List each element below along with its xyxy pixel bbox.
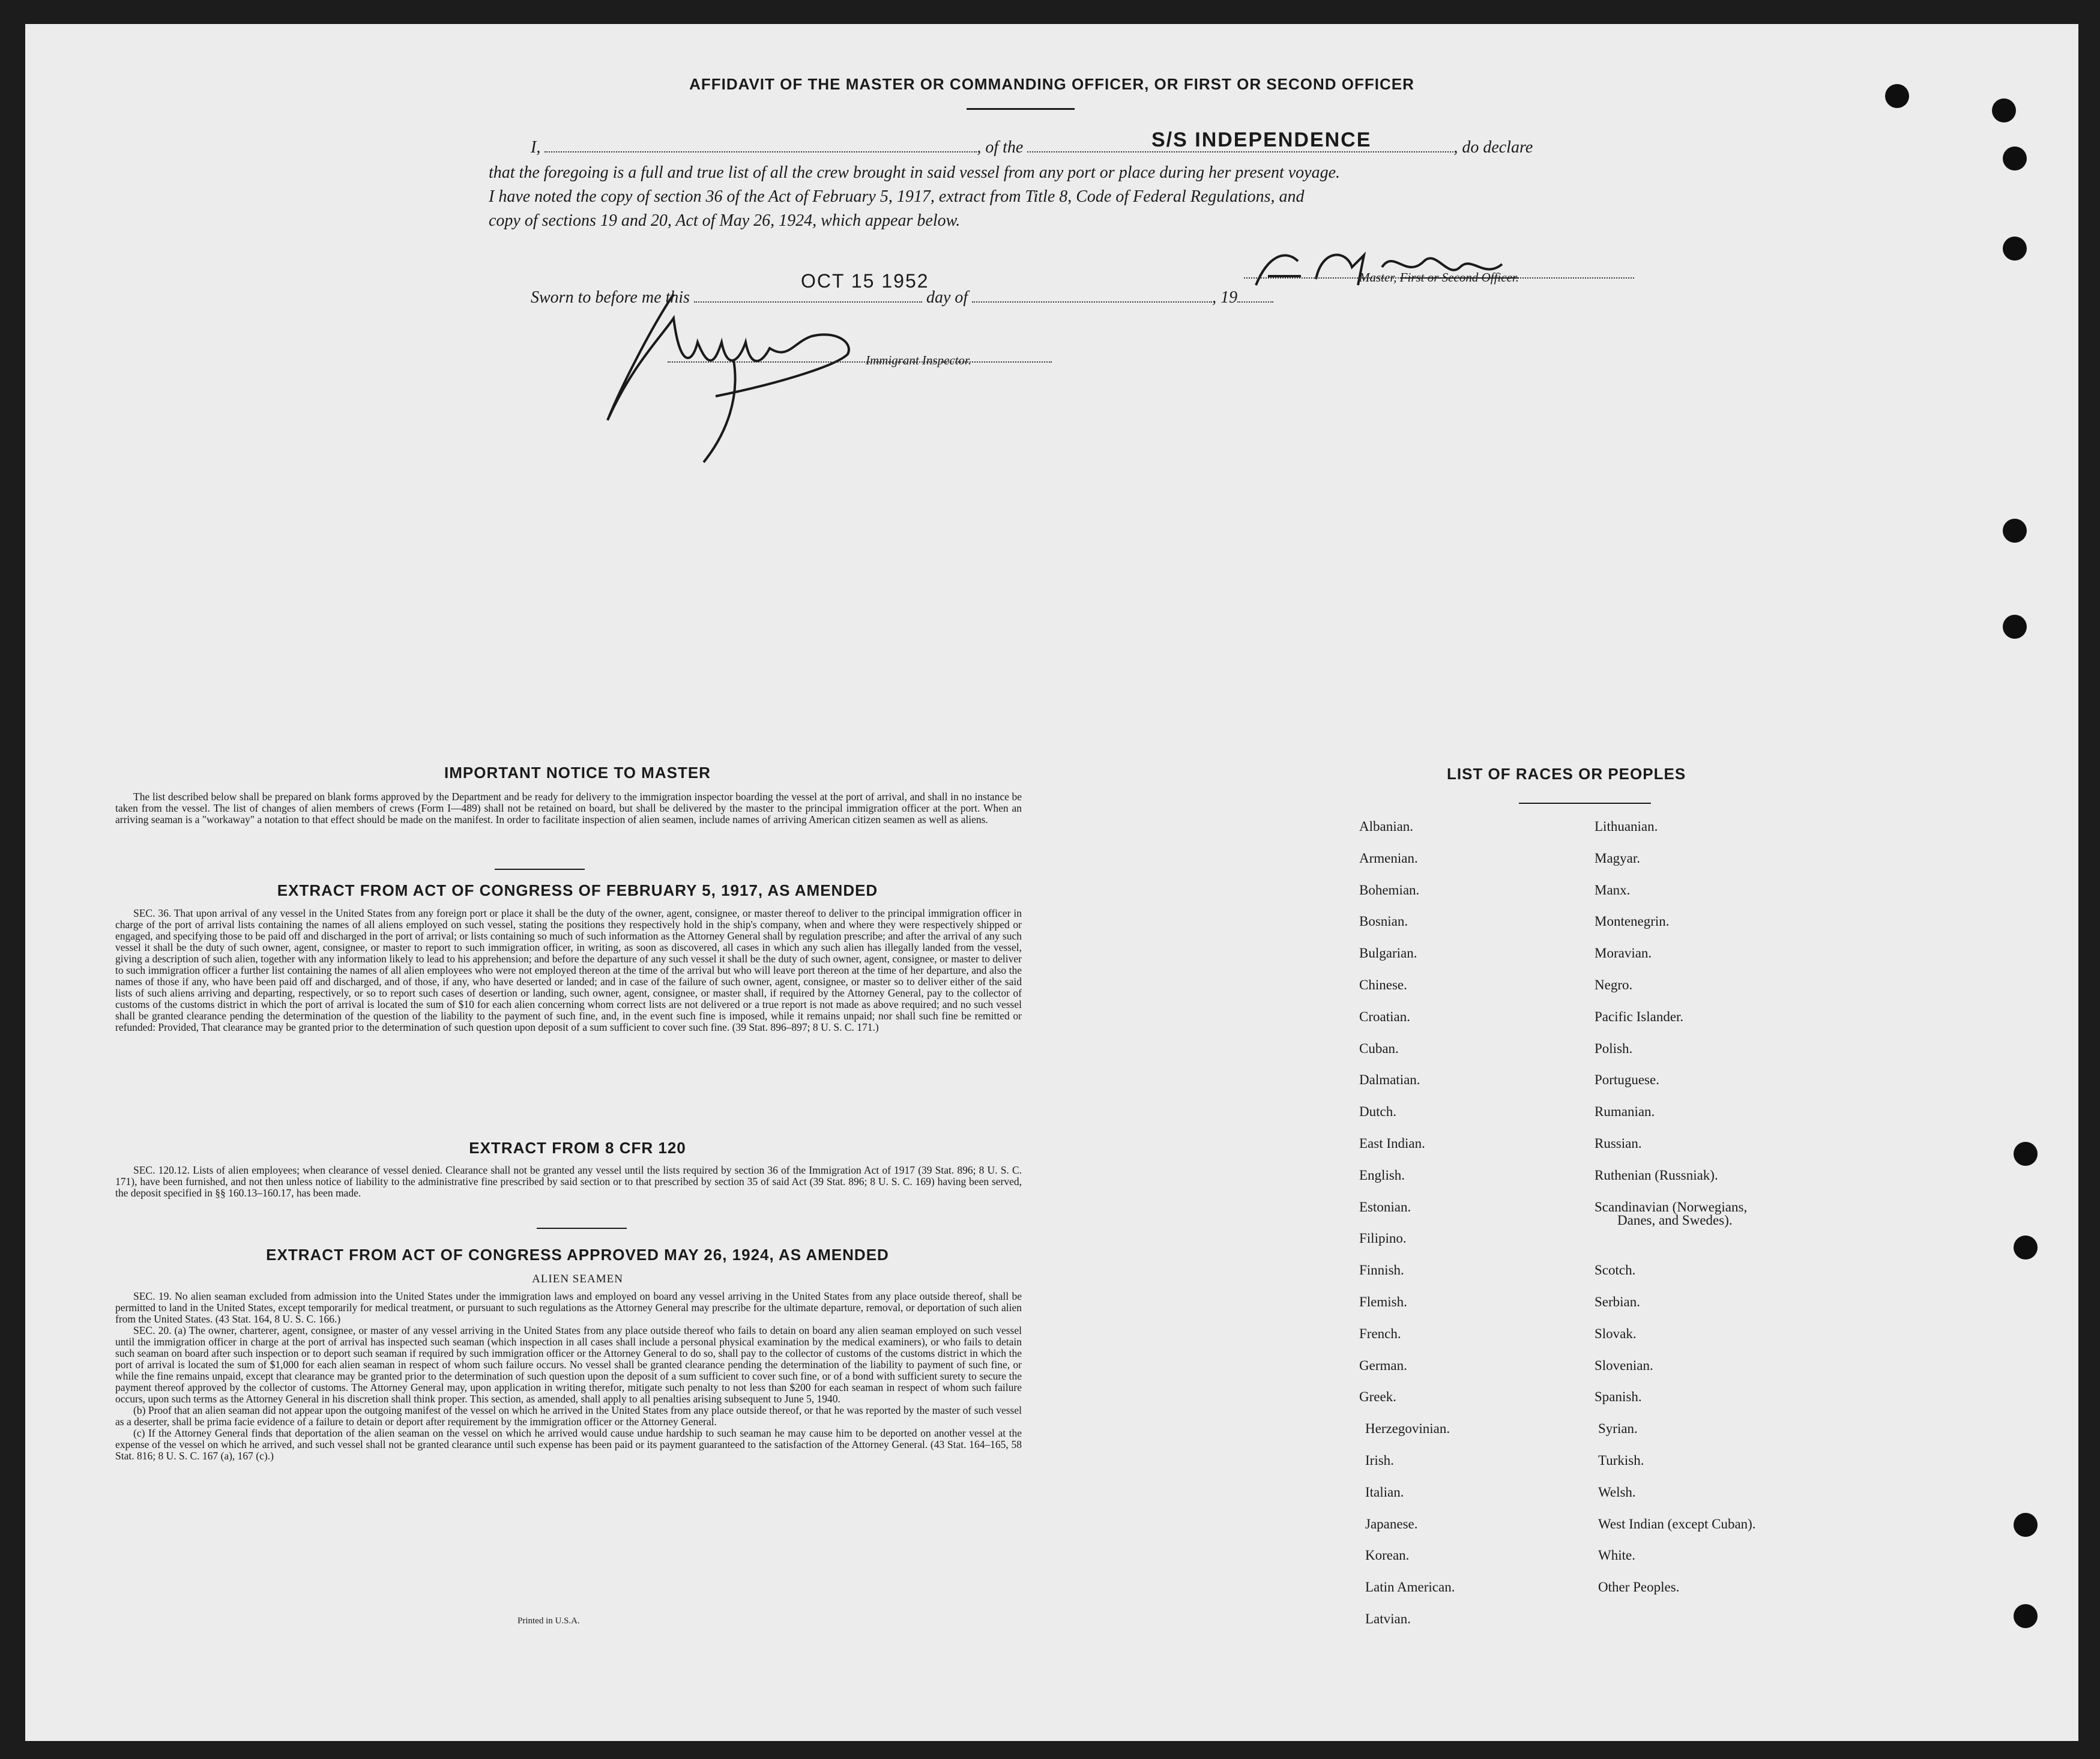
race-item: Chinese. — [1359, 977, 1407, 992]
affidavit-line2: that the foregoing is a full and true list of all the crew brought in said vessel from any port or place during her present voyage. — [489, 163, 1341, 182]
race-item: Polish. — [1595, 1040, 1633, 1056]
divider — [967, 108, 1075, 110]
punch-hole — [2014, 1513, 2038, 1537]
race-item: Moravian. — [1595, 946, 1652, 961]
race-item: East Indian. — [1359, 1136, 1425, 1151]
race-item: English. — [1359, 1167, 1405, 1183]
printed-in-usa: Printed in U.S.A. — [517, 1616, 580, 1626]
race-item: Italian. — [1365, 1484, 1404, 1500]
notice-title: IMPORTANT NOTICE TO MASTER — [444, 764, 711, 782]
affidavit-title: AFFIDAVIT OF THE MASTER OR COMMANDING OFFICER, OR FIRST OR SECOND OFFICER — [689, 75, 1414, 93]
punch-hole — [2014, 1142, 2038, 1166]
race-item: West Indian (except Cuban). — [1598, 1516, 1756, 1531]
affidavit-line3: I have noted the copy of section 36 of the Act of February 5, 1917, extract from Title 8, Code of Federal Regulations, and — [489, 187, 1305, 206]
extract-1924-title: EXTRACT FROM ACT OF CONGRESS APPROVED MAY 26, 1924, AS AMENDED — [266, 1246, 889, 1264]
divider — [537, 1228, 627, 1229]
date-stamp: OCT 15 1952 — [801, 270, 929, 292]
race-item: Estonian. — [1359, 1199, 1411, 1214]
race-item: Portuguese. — [1595, 1072, 1659, 1088]
punch-hole — [1992, 98, 2016, 122]
race-item: Negro. — [1595, 977, 1633, 992]
race-item: Bohemian. — [1359, 882, 1420, 898]
race-item: Albanian. — [1359, 819, 1414, 834]
punch-hole — [1885, 84, 1909, 108]
race-item: Pacific Islander. — [1595, 1009, 1684, 1024]
punch-hole — [2014, 1236, 2038, 1260]
punch-hole — [2014, 1604, 2038, 1628]
race-item: White. — [1598, 1548, 1635, 1563]
cfr-title: EXTRACT FROM 8 CFR 120 — [469, 1139, 686, 1157]
race-item: German. — [1359, 1357, 1407, 1373]
affidavit-line4: copy of sections 19 and 20, Act of May 26, 1924, which appear below. — [489, 211, 961, 230]
form-page — [25, 24, 2078, 1741]
notice-text: The list described below shall be prepared on blank forms approved by the Department and be ready for delivery to the immigration inspector boarding the vessel at the port of arrival, and shall in no instance be taken from the vessel. The list of changes of alien members of crews (Form I—489) shall not be retained on board, but shall be delivered by the master to the principal immigration officer at the port. When an arriving seaman is a "workaway" a notation to that effect should be made on the manifest. In order to facilitate inspection of alien seamen, include names of arriving American citizen seamen as well as aliens. — [115, 791, 1022, 825]
divider — [1519, 803, 1651, 804]
extract-1917-title: EXTRACT FROM ACT OF CONGRESS OF FEBRUARY 5, 1917, AS AMENDED — [277, 881, 878, 899]
race-item: French. — [1359, 1326, 1401, 1341]
race-item: Latvian. — [1365, 1611, 1411, 1626]
race-item: Magyar. — [1595, 850, 1641, 866]
race-item: Scotch. — [1595, 1263, 1636, 1278]
race-item: Korean. — [1365, 1548, 1410, 1563]
extract-1917-text: SEC. 36. That upon arrival of any vessel in the United States from any foreign port or place it shall be the duty of the owner, agent, consignee, or master thereof to deliver to the principal immigration officer in charge of the port of arrival lists containing the names of all aliens employed on such vessel, stating the positions they respectively hold in the ship's company, when and where they were respectively shipped or engaged, and specifying those to be paid off and discharged in the port of arrival; or lists containing so much of such information as the Attorney General shall by regulation prescribe; and after the arrival of any such vessel it shall be the duty of such owner, agent, consignee, or master to report to such immigration officer, in writing, as soon as discovered, all cases in which any such alien has illegally landed from the vessel, giving a description of such alien, together with any information likely to lead to his apprehension; and before the departure of any such vessel it shall be the duty of such owner, agent, consignee, or master to deliver to such immigration officer a further list containing the names of all alien employees who were not employed thereon at the time of the arrival but who will leave port thereon at the time of her departure, and also the names of those if any, who have been paid off and discharged, and of those, if any, who have deserted or landed; and in case of the failure of such owner, agent, consignee, or master so to deliver either of the said lists of such aliens arriving and departing, respectively, or so to report such cases of desertion or landing, such owner, agent, consignee, or master shall, if required by the Attorney General, pay to the collector of customs of the customs district in which the port of arrival is located the sum of $10 for each alien concerning whom correct lists are not delivered or a true report is not made as above required; and no such vessel shall be granted clearance pending the determination of the question of the liability to the payment of such fine, and, in the event such fine is imposed, while it remains unpaid; nor shall such fine be remitted or refunded: Provided, That clearance may be granted prior to the determination of such question upon deposit of a sum sufficient to cover such fine. (39 Stat. 896–897; 8 U. S. C. 171.) — [115, 907, 1022, 1033]
affidavit-line1: I, , of the , do declare — [531, 138, 1533, 157]
race-item: Scandinavian (Norwegians, — [1595, 1199, 1748, 1214]
race-item: Other Peoples. — [1598, 1579, 1680, 1595]
race-item: Finnish. — [1359, 1263, 1404, 1278]
race-item: Herzegovinian. — [1365, 1421, 1450, 1437]
race-item: Croatian. — [1359, 1009, 1410, 1024]
race-item: Manx. — [1595, 882, 1631, 898]
divider — [495, 869, 585, 870]
punch-hole — [2003, 615, 2027, 639]
inspector-label: Immigrant Inspector. — [866, 353, 972, 367]
sworn-line: Sworn to before me this day of , 19 — [531, 288, 1273, 307]
race-item: Dalmatian. — [1359, 1072, 1420, 1088]
race-item: Turkish. — [1598, 1453, 1644, 1468]
race-item: Bulgarian. — [1359, 946, 1417, 961]
race-item: Rumanian. — [1595, 1104, 1655, 1120]
race-item: Armenian. — [1359, 850, 1418, 866]
punch-hole — [2003, 237, 2027, 261]
vessel-name-stamp: S/S INDEPENDENCE — [1151, 128, 1372, 151]
race-item: Welsh. — [1598, 1484, 1636, 1500]
master-label: Master, First or Second Officer. — [1359, 270, 1519, 285]
race-item: Danes, and Swedes). — [1617, 1213, 1733, 1228]
race-item: Japanese. — [1365, 1516, 1418, 1531]
race-item: Slovak. — [1595, 1326, 1637, 1341]
inspector-signature — [596, 282, 932, 474]
race-item: Bosnian. — [1359, 914, 1408, 929]
cfr-text: SEC. 120.12. Lists of alien employees; when clearance of vessel denied. Clearance shall not be granted any vessel until the lists required by section 36 of the Immigration Act of 1917 (39 Stat. 896; 8 U. S. C. 171), have been furnished, and not then unless notice of liability to the administrative fine prescribed by said section or to that prescribed by section 35 of said Act (39 Stat. 896; 8 U. S. C. 169) having been served, the deposit specified in §§ 160.13–160.17, has been made. — [115, 1164, 1022, 1199]
race-item: Lithuanian. — [1595, 819, 1658, 834]
race-item: Flemish. — [1359, 1294, 1407, 1309]
race-item: Serbian. — [1595, 1294, 1641, 1309]
race-item: Ruthenian (Russniak). — [1595, 1167, 1718, 1183]
race-item: Dutch. — [1359, 1104, 1396, 1120]
inspector-signature-line — [668, 348, 1052, 363]
race-item: Filipino. — [1359, 1231, 1407, 1246]
alien-seamen-subtitle: ALIEN SEAMEN — [532, 1273, 623, 1285]
race-item: Spanish. — [1595, 1389, 1642, 1405]
extract-1924-text: SEC. 19. No alien seaman excluded from admission into the United States under the immigration laws and employed on board any vessel arriving in the United States from any place outside thereof, shall be permitted to land in the United States, except temporarily for medical treatment, or pursuant to such regulations as the Attorney General may prescribe for the ultimate departure, removal, or deportation of such alien from the United States. (43 Stat. 164, 8 U. S. C. 166.) SEC. 20. (a) The owner, charterer, agent, consignee, or master of any vessel arriving in the United States from any place outside thereof who fails to detain on board any alien seaman employed on such vessel until the immigration officer in charge at the port of arrival has inspected such seaman (which inspection in all cases shall include a personal physical examination by the medical examiners), or who fails to detain such seaman on board after such inspection or to deport such seaman if required by such immigration officer or the Attorney General to do so, shall pay to the collector of customs of the customs district in which the port of arrival is located the sum of $1,000 for each alien seaman in respect of whom such failure occurs. No vessel shall be granted clearance pending the determination of the liability to payment of such fine, or while the fine remains unpaid, except that clearance may be granted prior to the determination of such question upon the deposit of a sum sufficient to cover such fine, or of a bond with sufficient surety to secure the payment thereof approved by the collector of customs. The Attorney General may, upon application in writing therefor, mitigate such penalty to not less than $200 for each seaman in respect of whom such failure occurs, upon such terms as the Attorney General in his discretion shall think proper. This section, as amended, shall apply to all penalties arising subsequent to June 5, 1940. (b) Proof that an alien seaman did not appear upon the outgoing manifest of the vessel on which he arrived in the United States from any place outside thereof, or that he was reported by the master of such vessel as a deserter, shall be prima facie evidence of a failure to detain or deport after requirement by the immigration officer or the Attorney General. (c) If the Attorney General finds that deportation of the alien seaman on the vessel on which he arrived would cause undue hardship to such seaman he may cause him to be deported on another vessel at the expense of the vessel on which he arrived, and such vessel shall not be granted clearance until such expense has been paid or its payment guaranteed to the satisfaction of the Attorney General. (43 Stat. 164–165, 58 Stat. 816; 8 U. S. C. 167 (a), 167 (c).) — [115, 1290, 1022, 1462]
race-item: Cuban. — [1359, 1040, 1399, 1056]
punch-hole — [2003, 519, 2027, 543]
race-item: Latin American. — [1365, 1579, 1455, 1595]
race-item: Slovenian. — [1595, 1357, 1653, 1373]
race-item: Montenegrin. — [1595, 914, 1670, 929]
race-item: Irish. — [1365, 1453, 1394, 1468]
punch-hole — [2003, 146, 2027, 170]
race-item: Syrian. — [1598, 1421, 1638, 1437]
race-item: Greek. — [1359, 1389, 1396, 1405]
race-item: Russian. — [1595, 1136, 1642, 1151]
races-title: LIST OF RACES OR PEOPLES — [1447, 765, 1686, 783]
